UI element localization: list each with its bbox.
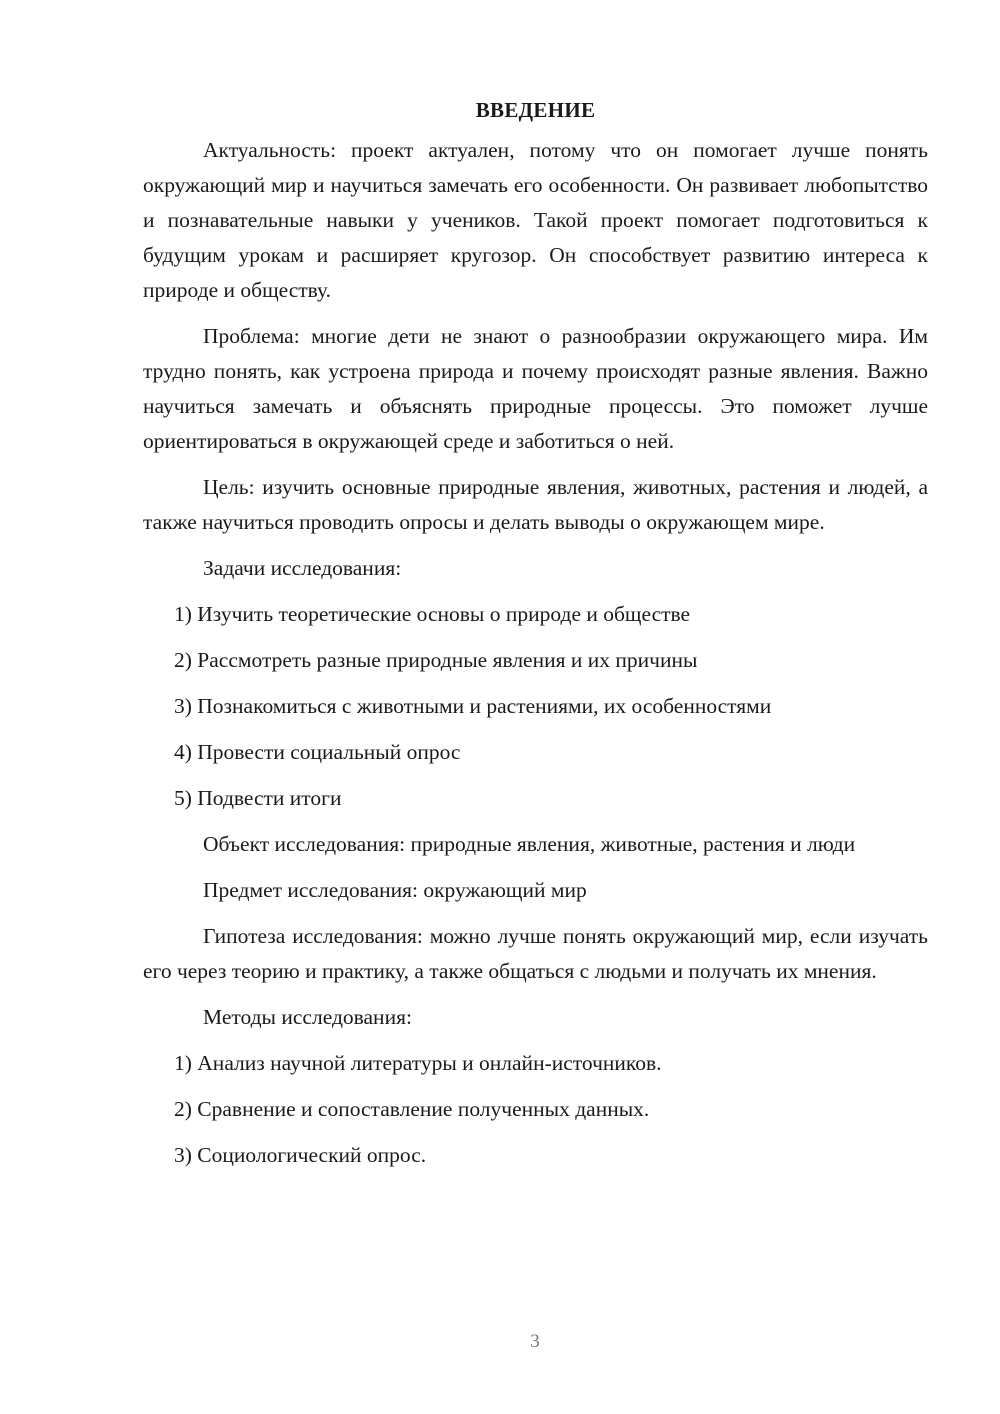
tasks-list (143, 597, 928, 816)
methods-title: Методы исследования: (203, 1005, 412, 1029)
task-item: 1) Изучить теоретические основы о природе и обществе (174, 602, 691, 626)
subject-paragraph: Предмет исследования: окружающий мир (203, 878, 587, 902)
task-item: 5) Подвести итоги (174, 786, 342, 810)
tasks-title: Задачи исследования: (203, 556, 402, 580)
page-content (143, 93, 928, 1184)
method-item: 2) Сравнение и сопоставление полученных данных. (174, 1097, 650, 1121)
method-item: 3) Социологический опрос. (174, 1143, 427, 1167)
page-number: 3 (530, 1331, 540, 1352)
task-item: 4) Провести социальный опрос (174, 740, 461, 764)
method-item: 1) Анализ научной литературы и онлайн-источников. (174, 1051, 662, 1075)
goal-paragraph: Цель: изучить основные природные явления, животных, растения и людей, а также научиться проводить опросы и делать выводы о окружающем мире. (143, 475, 928, 534)
object-paragraph: Объект исследования: природные явления, животные, растения и люди (203, 832, 856, 856)
problem-paragraph: Проблема: многие дети не знают о разнообразии окружающего мира. Им трудно понять, как устроена природа и почему происходят разные явления. Важно научиться замечать и объяснять природные процессы. Это поможет лучше ориентироваться в окружающей среде и заботиться о ней. (143, 324, 928, 453)
task-item: 3) Познакомиться с животными и растениями, их особенностями (174, 694, 772, 718)
hypothesis-paragraph: Гипотеза исследования: можно лучше понять окружающий мир, если изучать его через теорию и практику, а также общаться с людьми и получать их мнения. (143, 924, 928, 983)
task-item: 2) Рассмотреть разные природные явления и их причины (174, 648, 698, 672)
section-heading: ВВЕДЕНИЕ (475, 98, 596, 122)
relevance-paragraph: Актуальность: проект актуален, потому что он помогает лучше понять окружающий мир и научиться замечать его особенности. Он развивает любопытство и познавательные навыки у учеников. Такой проект помогает подготовиться к будущим урокам и расширяет кругозор. Он способствует развитию интереса к природе и обществу. (143, 138, 928, 302)
methods-list (143, 1046, 928, 1173)
